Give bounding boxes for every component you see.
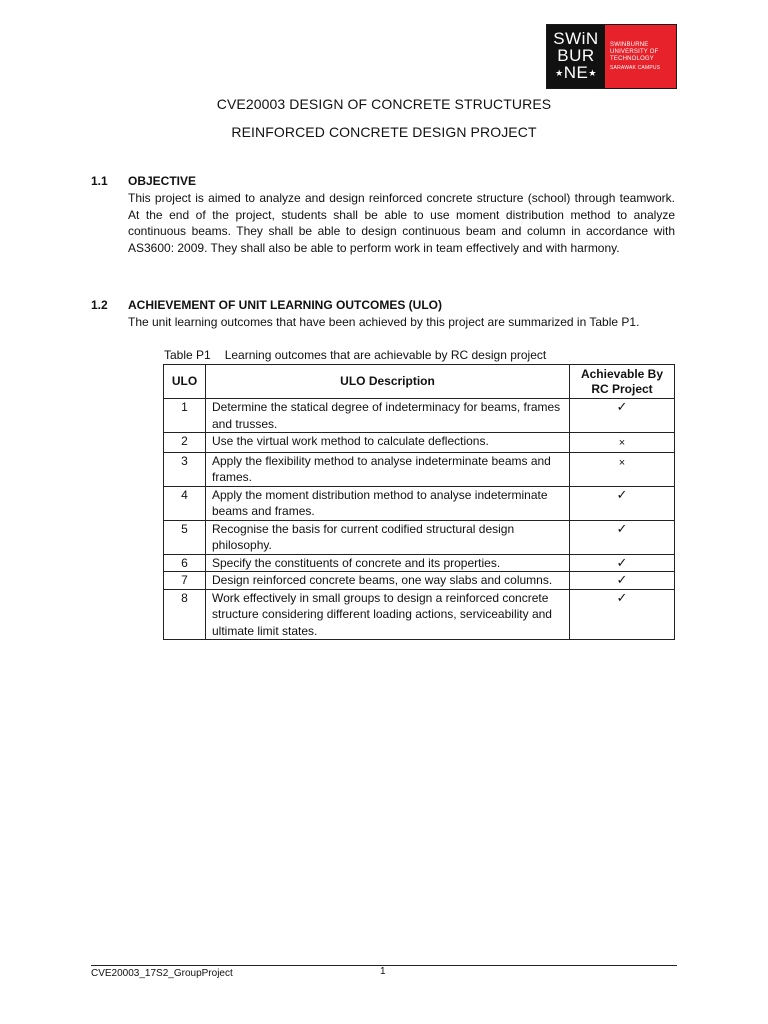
- section-1-body: This project is aimed to analyze and design reinforced concrete structure (school) through teamwork. At the end of the project, students shall be able to use moment distribution method to analyze continuous beams. They shall be able to design continuous beam and column in accordance with AS3600: 2009. They shall also be able to perform work in team effectively and with harmony.: [128, 191, 675, 255]
- table-row: [164, 399, 675, 433]
- logo-line-1: SWiN: [553, 29, 599, 49]
- cross-icon: ×: [570, 452, 675, 486]
- check-icon: ✓: [570, 520, 675, 554]
- ulo-number: 6: [164, 554, 206, 572]
- ulo-table: [163, 364, 675, 640]
- section-2-number: 1.2: [91, 298, 108, 312]
- check-icon: ✓: [570, 572, 675, 590]
- check-icon: ✓: [570, 554, 675, 572]
- check-icon: ✓: [570, 589, 675, 640]
- document-subtitle: REINFORCED CONCRETE DESIGN PROJECT: [231, 124, 537, 140]
- ulo-description: Apply the moment distribution method to analyse indeterminate beams and frames.: [206, 486, 570, 520]
- logo-red-line-2: UNIVERSITY OF: [610, 48, 659, 55]
- logo-wordmark: [547, 25, 605, 88]
- footer-document-id: CVE20003_17S2_GroupProject: [91, 968, 233, 979]
- ulo-number: 3: [164, 452, 206, 486]
- header-description: ULO Description: [206, 365, 570, 399]
- ulo-number: 7: [164, 572, 206, 590]
- logo-red-line-3: TECHNOLOGY: [610, 55, 655, 62]
- logo-campus: SARAWAK CAMPUS: [610, 64, 661, 71]
- ulo-description: Apply the flexibility method to analyse indeterminate beams and frames.: [206, 452, 570, 486]
- university-logo: [546, 24, 677, 89]
- table-row: [164, 486, 675, 520]
- logo-line-3: ★NE★: [555, 63, 597, 83]
- ulo-number: 4: [164, 486, 206, 520]
- table-caption: [164, 348, 546, 362]
- ulo-description: Recognise the basis for current codified structural design philosophy.: [206, 520, 570, 554]
- header-achievable: Achievable By RC Project: [570, 365, 675, 399]
- ulo-description: Design reinforced concrete beams, one way slabs and columns.: [206, 572, 570, 590]
- section-1-number: 1.1: [91, 174, 108, 188]
- section-2-heading: ACHIEVEMENT OF UNIT LEARNING OUTCOMES (ULO): [128, 298, 442, 312]
- table-row: [164, 433, 675, 453]
- ulo-description: Determine the statical degree of indeterminacy for beams, frames and trusses.: [206, 399, 570, 433]
- table-row: [164, 554, 675, 572]
- table-row: [164, 589, 675, 640]
- check-icon: ✓: [570, 486, 675, 520]
- cross-icon: ×: [570, 433, 675, 453]
- table-row: [164, 520, 675, 554]
- ulo-number: 8: [164, 589, 206, 640]
- ulo-description: Use the virtual work method to calculate deflections.: [206, 433, 570, 453]
- logo-red-line-1: SWINBURNE: [610, 41, 649, 48]
- logo-text-panel: [605, 25, 676, 88]
- logo-line-2: BUR: [557, 46, 595, 66]
- ulo-number: 1: [164, 399, 206, 433]
- table-caption-text: Learning outcomes that are achievable by RC design project: [224, 348, 547, 362]
- table-row: [164, 572, 675, 590]
- header-ulo: ULO: [164, 365, 206, 399]
- ulo-number: 5: [164, 520, 206, 554]
- check-icon: ✓: [570, 399, 675, 433]
- table-caption-label: Table P1: [164, 348, 211, 362]
- ulo-description: Specify the constituents of concrete and its properties.: [206, 554, 570, 572]
- document-title: CVE20003 DESIGN OF CONCRETE STRUCTURES: [216, 96, 552, 112]
- table-header-row: [164, 365, 675, 399]
- ulo-description: Work effectively in small groups to design a reinforced concrete structure considering different loading actions, serviceability and ultimate limit states.: [206, 589, 570, 640]
- section-1-heading: OBJECTIVE: [128, 174, 197, 188]
- ulo-number: 2: [164, 433, 206, 453]
- table-row: [164, 452, 675, 486]
- page-number: 1: [380, 966, 386, 977]
- section-2-body: The unit learning outcomes that have been achieved by this project are summarized in Table P1.: [128, 315, 640, 329]
